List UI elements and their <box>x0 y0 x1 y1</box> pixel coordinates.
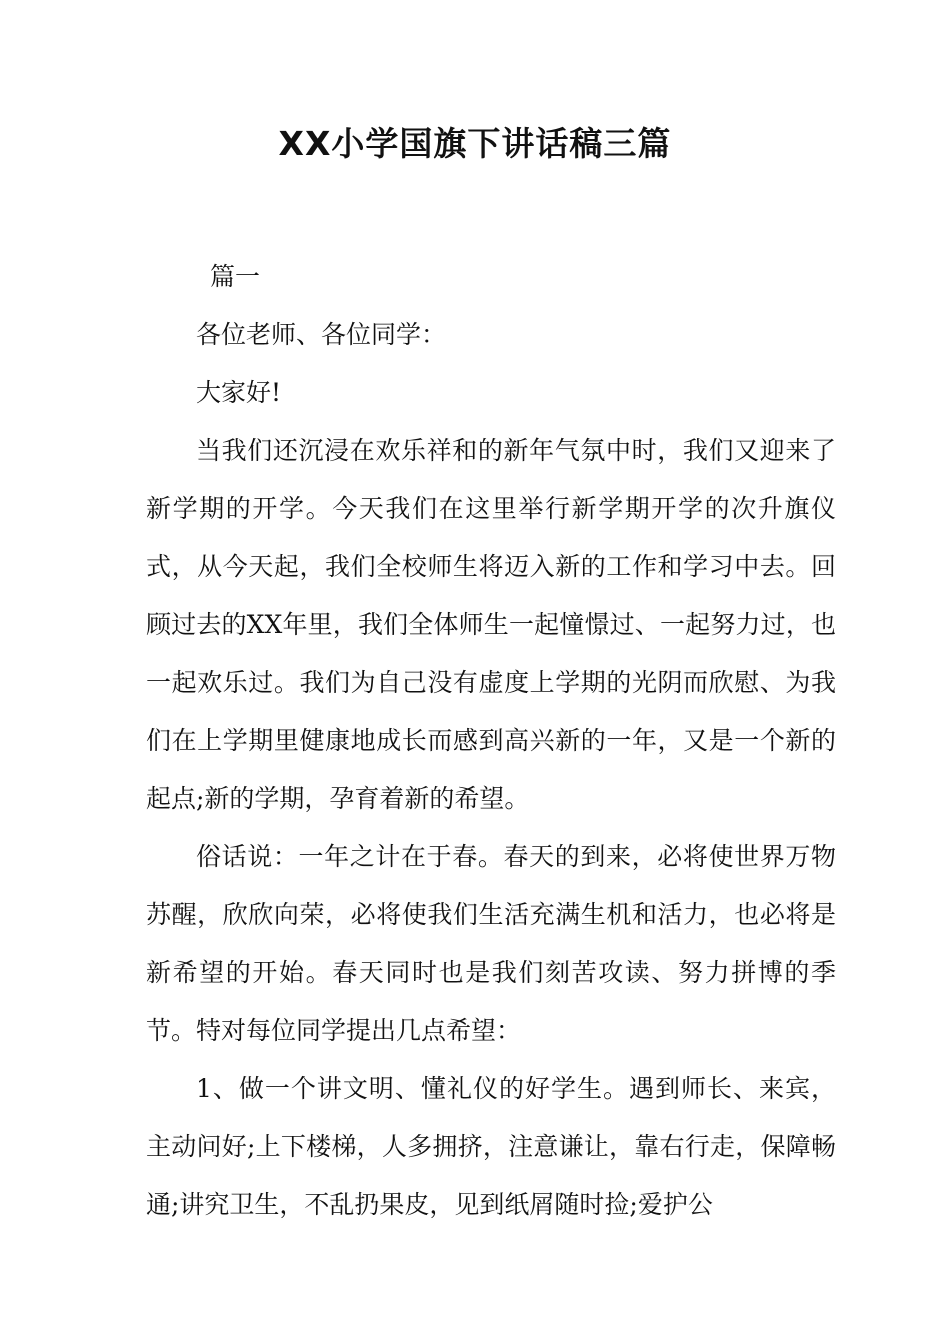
document-body <box>146 248 836 1234</box>
paragraph-point-one: 1、做一个讲文明、懂礼仪的好学生。遇到师长、来宾，主动问好;上下楼梯，人多拥挤，注意谦让，靠右行走，保障畅通;讲究卫生，不乱扔果皮，见到纸屑随时捡;爱护公 <box>146 1074 836 1219</box>
paragraph-opening: 当我们还沉浸在欢乐祥和的新年气氛中时，我们又迎来了新学期的开学。今天我们在这里举行新学期开学的次升旗仪式，从今天起，我们全校师生将迈入新的工作和学习中去。回顾过去的XX年里，我们全体师生一起憧憬过、一起努力过，也一起欢乐过。我们为自己没有虚度上学期的光阴而欣慰、为我们在上学期里健康地成长而感到高兴新的一年，又是一个新的起点;新的学期，孕育着新的希望。 <box>146 436 836 813</box>
paragraph-spring: 俗话说：一年之计在于春。春天的到来，必将使世界万物苏醒，欣欣向荣，必将使我们生活充满生机和活力，也必将是新希望的开始。春天同时也是我们刻苦攻读、努力拼博的季节。特对每位同学提出几点希望： <box>146 842 836 1045</box>
salutation: 各位老师、各位同学： <box>196 320 447 349</box>
greeting: 大家好! <box>196 378 282 407</box>
document-title: XX小学国旗下讲话稿三篇 <box>278 124 672 163</box>
section-heading: 篇一 <box>210 262 261 291</box>
